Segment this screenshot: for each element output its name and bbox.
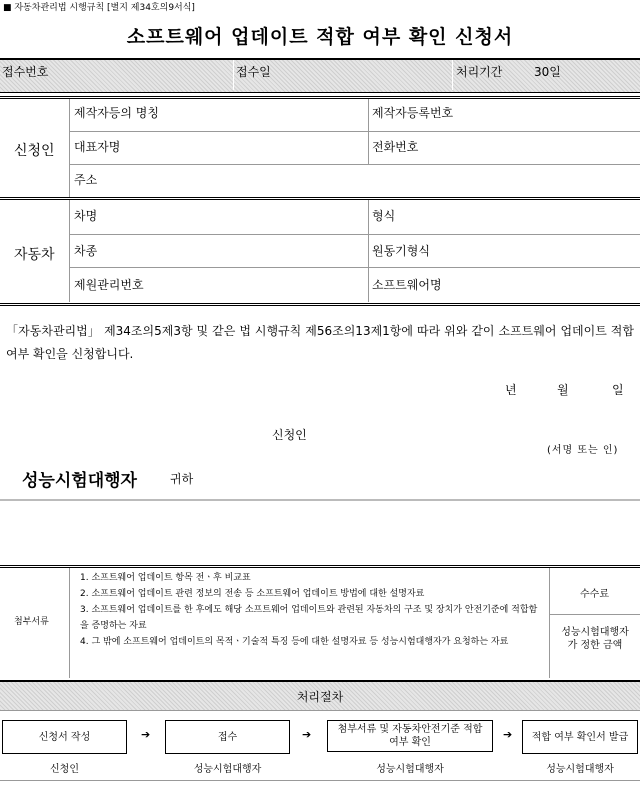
receipt-number-label: 접수번호 — [2, 65, 49, 79]
processing-period-value: 30일 — [534, 65, 561, 79]
procedure-step-1 — [2, 720, 127, 754]
procedure-actor-2: 성능시험대행자 — [193, 764, 262, 775]
form-title: 소프트웨어 업데이트 적합 여부 확인 신청서 — [126, 26, 514, 48]
fee-value: 성능시험대행자가 정한 금액 — [561, 627, 629, 651]
representative-name-label: 대표자명 — [74, 140, 121, 154]
arrow-icon: ➔ — [503, 728, 513, 741]
engine-type-label: 원동기형식 — [372, 244, 430, 258]
arrow-icon: ➔ — [302, 728, 312, 741]
signer-label: 신청인 — [272, 428, 307, 442]
car-kind-label: 차종 — [74, 244, 98, 258]
recipient-honorific: 귀하 — [170, 472, 194, 486]
form-reference: ■ 자동차관리법 시행규칙 [별지 제34호의9서식] — [3, 3, 195, 13]
maker-registration-label: 제작자등록번호 — [372, 106, 454, 120]
procedure-step-label: 접수 — [217, 731, 238, 743]
attachment-item: 3. 소프트웨어 업데이트를 한 후에도 해당 소프트웨어 업데이트와 관련된 자동차의 구조 및 장치가 안전기준에 적합함을 증명하는 자료 — [80, 605, 538, 631]
arrow-icon: ➔ — [141, 728, 151, 741]
procedure-step-label: 첨부서류 및 자동차안전기준 적합여부 확인 — [337, 724, 483, 748]
processing-period-label: 처리기간 — [456, 65, 503, 79]
attachments-list — [80, 570, 545, 650]
procedure-actor-4: 성능시험대행자 — [546, 764, 614, 775]
address-label: 주소 — [74, 173, 98, 187]
fee-label: 수수료 — [580, 589, 609, 600]
phone-label: 전화번호 — [372, 140, 419, 154]
recipient-name: 성능시험대행자 — [22, 471, 137, 491]
day-label: 일 — [612, 383, 624, 397]
attachment-item: 4. 그 밖에 소프트웨어 업데이트의 목적ㆍ기술적 특징 등에 대한 설명자료 등 성능시험대행자가 요청하는 자료 — [80, 637, 509, 647]
maker-name-label: 제작자등의 명칭 — [74, 106, 159, 120]
attachment-item: 2. 소프트웨어 업데이트 관련 정보의 전송 등 소프트웨어 업데이트 방법에 대한 설명자료 — [80, 589, 425, 599]
spec-number-label: 제원관리번호 — [74, 278, 144, 292]
vehicle-type-label: 형식 — [372, 209, 396, 223]
procedure-actor-1: 신청인 — [50, 764, 79, 775]
procedure-step-label: 신청서 작성 — [38, 731, 91, 743]
applicant-section-label: 신청인 — [14, 143, 55, 159]
procedure-header — [0, 680, 640, 711]
procedure-step-4 — [522, 720, 638, 754]
procedure-title: 처리절차 — [296, 689, 344, 704]
signature-note: (서명 또는 인) — [547, 445, 619, 456]
attachment-item: 1. 소프트웨어 업데이트 항목 전ㆍ후 비교표 — [80, 573, 251, 583]
software-name-label: 소프트웨어명 — [372, 278, 442, 292]
year-label: 년 — [505, 383, 517, 397]
receipt-date-label: 접수일 — [236, 65, 271, 79]
attachments-label: 첨부서류 — [14, 617, 49, 627]
procedure-step-label: 적합 여부 확인서 발급 — [531, 731, 629, 743]
procedure-step-2 — [165, 720, 290, 754]
procedure-step-3 — [327, 720, 493, 752]
month-label: 월 — [557, 383, 569, 397]
vehicle-section-label: 자동차 — [14, 247, 55, 263]
procedure-actor-3: 성능시험대행자 — [376, 764, 444, 775]
declaration-text: 「자동차관리법」 제34조의5제3항 및 같은 법 시행규칙 제56조의13제1항에 따라 위와 같이 소프트웨어 업데이트 적합 여부 확인을 신청합니다. — [6, 324, 634, 361]
car-name-label: 차명 — [74, 209, 98, 223]
